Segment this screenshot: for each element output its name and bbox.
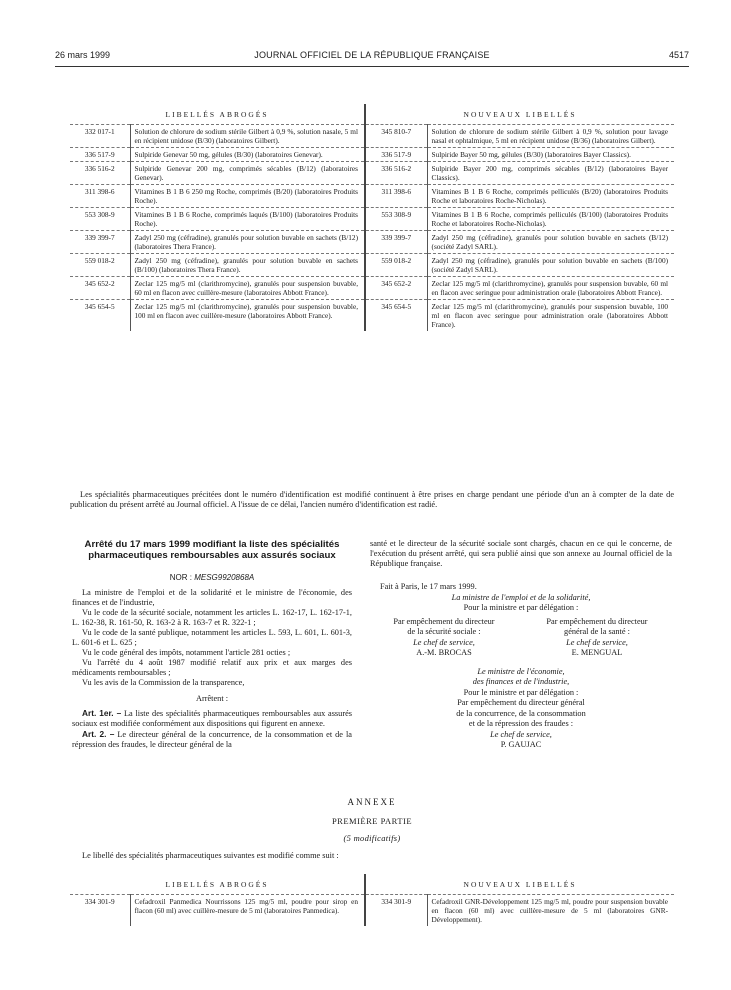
article-2 [72,729,352,750]
visa-5: Vu l'arrêté du 4 août 1987 modifié relatif aux prix et aux marges des médicaments remboursables ; [72,658,352,677]
ministre-economie: Le ministre de l'économie, [477,666,565,676]
sig3-line-3: et de la répression des fraudes : [468,719,574,728]
new-text: Zadyl 250 mg (céfradine), granulés pour solution buvable en sachets (B/12) (société Zadyl SARL). [427,231,674,254]
old-text: Zadyl 250 mg (céfradine), granulés pour solution buvable en sachets (B/100) (laboratoires Thera France). [130,254,365,277]
sig-right-line-1: Par empêchement du directeur [546,616,648,626]
new-text: Sulpiride Bayer 50 mg, gélules (B/30) (laboratoires Bayer Classics). [427,148,674,162]
table-row [70,254,674,277]
old-text: Sulpiride Genevar 50 mg, gélules (B/30) (laboratoires Genevar). [130,148,365,162]
ministre-emploi: La ministre de l'emploi et de la solidarité, [451,592,591,602]
old-code: 339 399-7 [70,231,130,254]
old-code: 336 517-9 [70,148,130,162]
header-journal-title: JOURNAL OFFICIEL DE LA RÉPUBLIQUE FRANÇAISE [254,50,490,60]
signature-right [522,617,672,659]
libelles-table-1 [70,104,674,331]
visa-2: Vu le code de la sécurité sociale, notamment les articles L. 162-17, L. 162-17-1, L. 162-38, R. 161-50, R. 163-2 à R. 163-7 et R. 322-1 ; [72,608,352,627]
new-text: Zeclar 125 mg/5 ml (clarithromycine), granulés pour suspension buvable, 100 ml en flacon avec seringue pour administration orale (laboratoires Abbott France). [427,300,674,332]
header-date: 26 mars 1999 [55,50,111,60]
sig-right-line-3: Le chef de service, [566,637,628,647]
sig-left-line-3: Le chef de service, [413,637,475,647]
old-text: Zadyl 250 mg (céfradine), granulés pour solution buvable en sachets (B/12) (laboratoires Thera France). [130,231,365,254]
sig3-line-1: Par empêchement du directeur général [457,698,585,707]
old-code: 311 398-6 [70,185,130,208]
new-text: Vitamines B 1 B 6 Roche, comprimés pelliculés (B/100) (laboratoires Produits Roche et laboratoires Roche-Nicholas). [427,208,674,231]
note-paragraph [70,490,674,510]
visa-4: Vu le code général des impôts, notamment l'article 281 octies ; [82,648,291,657]
arrete-title: Arrêté du 17 mars 1999 modifiant la liste des spécialités pharmaceutiques remboursables aux assurés sociaux [84,539,340,561]
sig-right-name: E. MENGUAL [571,648,623,657]
table-row [70,208,674,231]
visa-6: Vu les avis de la Commission de la transparence, [82,678,245,687]
new-text: Sulpiride Bayer 200 mg, comprimés sécables (B/12) (laboratoires Bayer Classics). [427,162,674,185]
old-code: 334 301-9 [70,895,130,927]
old-text: Solution de chlorure de sodium stérile Gilbert à 0,9 %, solution nasale, 5 ml en récipient unidose (B/30) (laboratoires Gilbert). [130,125,365,148]
annexe-premiere-partie: PREMIÈRE PARTIE [331,816,413,826]
table-row [70,162,674,185]
sig3-name: P. GAUJAC [500,740,542,749]
header-nouveaux-libelles: NOUVEAUX LIBELLÉS [365,104,674,125]
annexe-title: ANNEXE [347,797,397,807]
new-text: Cefadroxil GNR-Développement 125 mg/5 ml, poudre pour suspension buvable en flacon (60 ml) avec cuillère-mesure de 5 ml (laboratoires GNR-Développement). [427,895,674,927]
new-text: Zeclar 125 mg/5 ml (clarithromycine), granulés pour suspension buvable, 60 ml en flacon avec seringue pour administration orale (laboratoires Abbott France). [427,277,674,300]
table-header-row [70,874,674,895]
annexe-modificatifs: (5 modificatifs) [343,833,401,843]
table-row [70,895,674,927]
table-row [70,148,674,162]
new-code: 311 398-6 [365,185,427,208]
header-nouveaux-libelles: NOUVEAUX LIBELLÉS [365,874,674,895]
new-code: 345 654-5 [365,300,427,332]
header-libelles-abroges: LIBELLÉS ABROGÉS [165,109,269,119]
article-1-label: Art. 1er. – [82,708,122,718]
new-code: 345 810-7 [365,125,427,148]
pour-le-ministre: Pour le ministre et par délégation : [463,687,579,697]
article-2-text: Le directeur général de la concurrence, de la consommation et de la répression des fraudes, le directeur général de la [72,730,352,749]
signature-pair [370,617,672,659]
old-text: Zeclar 125 mg/5 ml (clarithromycine), granulés pour suspension buvable, 100 ml en flacon avec cuillère-mesure (laboratoires Abbott France). [130,300,365,332]
old-code: 345 654-5 [70,300,130,332]
visa-1: La ministre de l'emploi et de la solidarité et le ministre de l'économie, des finances et de l'industrie, [72,588,352,607]
header-page-number: 4517 [668,50,689,60]
old-code: 559 018-2 [70,254,130,277]
libelles-table-2 [70,874,674,926]
nor-line [72,573,352,582]
article-1-text: La liste des spécialités pharmaceutiques remboursables aux assurés sociaux est modifiée conformément aux dispositions qui figurent en annexe. [72,709,352,728]
fait-a-paris: Fait à Paris, le 17 mars 1999. [380,582,477,591]
annexe-intro-text: Le libellé des spécialités pharmaceutiques suivantes est modifié comme suit : [82,851,339,860]
arrete-right-column [370,539,672,569]
table-row [70,231,674,254]
new-code: 336 516-2 [365,162,427,185]
sig-right-line-2: général de la santé : [564,627,630,636]
visa-3: Vu le code de la santé publique, notamment les articles L. 593, L. 601, L. 601-3, L. 601-6 et L. 625 ; [72,628,352,647]
new-text: Zadyl 250 mg (céfradine), granulés pour solution buvable en sachets (B/100) (société Zadyl SARL). [427,254,674,277]
old-text: Vitamines B 1 B 6 250 mg Roche, comprimés (B/20) (laboratoires Produits Roche). [130,185,365,208]
old-code: 345 652-2 [70,277,130,300]
header-rule [55,66,689,67]
execution-paragraph: santé et le directeur de la sécurité sociale sont chargés, chacun en ce qui le concerne, de l'exécution du présent arrêté, qui sera publié ainsi que son annexe au Journal officiel de la République française. [370,539,672,568]
old-text: Cefadroxil Panmedica Nourrissons 125 mg/5 ml, poudre pour sirop en flacon (60 ml) avec cuillère-mesure de 5 ml (laboratoires Panmedica). [130,895,365,927]
table-row [70,277,674,300]
new-text: Vitamines B 1 B 6 Roche, comprimés pelliculés (B/20) (laboratoires Produits Roche et laboratoires Roche-Nicholas). [427,185,674,208]
article-2-label: Art. 2. – [82,729,115,739]
annexe-intro [72,851,672,861]
old-code: 332 017-1 [70,125,130,148]
new-code: 339 399-7 [365,231,427,254]
article-1 [72,708,352,729]
table-row [70,125,674,148]
ministre-finances: des finances et de l'industrie, [472,677,570,686]
table-row [70,300,674,332]
nor-label: NOR : [169,573,192,582]
sig3-line-4: Le chef de service, [490,729,552,739]
sig-left-line-2: de la sécurité sociale : [407,627,481,636]
old-text: Sulpiride Genevar 200 mg, comprimés sécables (B/12) (laboratoires Genevar). [130,162,365,185]
table-header-row [70,104,674,125]
old-code: 336 516-2 [70,162,130,185]
signature-left [370,617,518,659]
new-code: 336 517-9 [365,148,427,162]
sig-left-line-1: Par empêchement du directeur [393,616,495,626]
sig-left-name: A.-M. BROCAS [416,648,472,657]
pour-la-ministre: Pour la ministre et par délégation : [463,603,579,612]
old-text: Zeclar 125 mg/5 ml (clarithromycine), granulés pour suspension buvable, 60 ml en flacon avec cuillère-mesure (laboratoires Abbott France). [130,277,365,300]
page-header [55,50,689,64]
new-code: 559 018-2 [365,254,427,277]
note-text: Les spécialités pharmaceutiques précitées dont le numéro d'identification est modifié continuent à être prises en charge pendant une période d'un an à compter de la date de publication du présent arrêté au Journal officiel. A l'issue de ce délai, l'ancien numéro d'identification est radié. [70,490,674,509]
table-row [70,185,674,208]
arretent: Arrêtent : [195,694,229,703]
old-code: 553 308-9 [70,208,130,231]
new-text: Solution de chlorure de sodium stérile Gilbert à 0,9 %, solution pour lavage nasal et ophtalmique, 5 ml en récipient unidose (B/36) (laboratoires Gilbert). [427,125,674,148]
sig3-line-2: de la concurrence, de la consommation [456,708,586,718]
new-code: 553 308-9 [365,208,427,231]
old-text: Vitamines B 1 B 6 Roche, comprimés laqués (B/100) (laboratoires Produits Roche). [130,208,365,231]
signature-block [370,582,672,751]
header-libelles-abroges: LIBELLÉS ABROGÉS [165,879,269,889]
arrete-left-column [72,588,352,750]
nor-value: MESG9920868A [194,573,255,582]
new-code: 345 652-2 [365,277,427,300]
new-code: 334 301-9 [365,895,427,927]
